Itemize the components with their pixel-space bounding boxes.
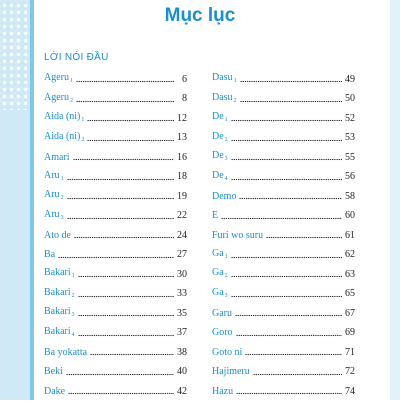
toc-entry-term (44, 131, 84, 146)
toc-entry[interactable] (44, 129, 187, 149)
toc-entry-term (212, 327, 233, 339)
dot-leader (78, 312, 174, 320)
toc-entry-term-text: Garu (212, 307, 232, 319)
toc-entry[interactable] (44, 168, 187, 188)
toc-entry-term-text: Aru (44, 189, 60, 201)
toc-entry-page: 24 (177, 229, 187, 241)
toc-entry-term (44, 189, 64, 204)
dot-leader (90, 351, 174, 359)
toc-entry[interactable] (44, 90, 187, 110)
toc-entry-index: 3 (224, 156, 228, 163)
dot-leader (231, 176, 342, 184)
dot-leader (239, 195, 342, 203)
toc-entry-term-text: Bakari (44, 267, 71, 279)
toc-entry-term-text: Ba (44, 249, 56, 261)
toc-entry-term-text: Bakari (44, 306, 71, 318)
toc-entry-term (44, 386, 65, 398)
dot-leader (266, 234, 342, 242)
toc-entry[interactable] (44, 246, 187, 266)
toc-entry-term (44, 249, 55, 261)
toc-entry[interactable] (44, 187, 187, 207)
toc-entry-term (212, 191, 236, 203)
toc-entry-page: 60 (345, 210, 355, 222)
dot-leader (68, 390, 174, 398)
toc-entry-term-text: De (212, 130, 224, 142)
toc-entry-index: 1 (81, 117, 85, 124)
toc-entry-term-text: Ba yokatta (44, 346, 88, 358)
toc-entry-term-text: E (212, 210, 219, 222)
toc-entry[interactable] (212, 129, 355, 149)
toc-entry-index: 3 (71, 312, 75, 319)
toc-entry-term-text: Aru (44, 208, 60, 220)
toc-entry-term (44, 230, 71, 242)
toc-entry-term (212, 210, 218, 222)
dot-leader (76, 98, 175, 106)
toc-entry[interactable] (44, 363, 187, 383)
toc-entry-term (212, 308, 232, 320)
page-right-edge (390, 0, 400, 400)
toc-entry[interactable] (212, 109, 355, 129)
toc-entry[interactable] (44, 70, 187, 90)
toc-entry[interactable] (212, 70, 355, 90)
dot-leader (87, 117, 174, 125)
dot-leader (78, 332, 174, 340)
preface-heading: LỜI NÓI ĐẦU (44, 52, 109, 63)
dot-leader (58, 254, 174, 262)
toc-entry-index: 3 (224, 292, 228, 299)
toc-entry-index: 2 (224, 136, 228, 143)
dot-leader (78, 273, 174, 281)
toc-entry-index: 4 (71, 331, 75, 338)
dot-leader (74, 234, 174, 242)
toc-entry-page: 53 (345, 132, 355, 144)
toc-entry-page: 69 (345, 327, 355, 339)
toc-entry[interactable] (212, 265, 355, 285)
dot-pattern (0, 0, 30, 110)
toc-entry[interactable] (212, 382, 355, 402)
toc-entry-term-text: Bakari (44, 325, 71, 337)
toc-entry-index: 2 (71, 292, 75, 299)
toc-entry-term-text: Ga (212, 247, 224, 259)
toc-entry[interactable] (44, 324, 187, 344)
dot-leader (231, 273, 342, 281)
toc-entry-term (44, 347, 87, 359)
toc-entry-index: 1 (71, 273, 75, 280)
toc-entry-page: 18 (177, 171, 187, 183)
toc-entry-term-text: De (212, 111, 224, 123)
dot-leader (87, 137, 174, 145)
dot-leader (73, 156, 174, 164)
toc-entry-term-text: Ageru (44, 72, 69, 84)
toc-entry-term-text: Hajimeru (212, 366, 250, 378)
toc-entry-term-text: Goro (212, 327, 233, 339)
toc-entry-page: 16 (177, 151, 187, 163)
toc-entry[interactable] (44, 265, 187, 285)
toc-entry-term-text: Furi wo suru (212, 229, 264, 241)
toc-column-right (212, 70, 355, 402)
toc-entry-page: 61 (345, 229, 355, 241)
toc-entry-term (212, 248, 228, 263)
toc-entry-page: 65 (345, 288, 355, 300)
toc-entry-page: 42 (177, 385, 187, 397)
toc-entry-page: 6 (182, 73, 187, 85)
toc-entry-page: 8 (182, 93, 187, 105)
toc-entry-term (44, 72, 73, 87)
toc-entry-page: 37 (177, 327, 187, 339)
toc-entry-page: 27 (177, 249, 187, 261)
toc-entry-term (212, 170, 228, 185)
toc-entry-page: 56 (345, 171, 355, 183)
toc-entry[interactable] (212, 246, 355, 266)
toc-entry-index: 2 (224, 273, 228, 280)
toc-entry-term (212, 111, 228, 126)
dot-leader (231, 117, 342, 125)
page-spine-stripe (30, 0, 34, 400)
toc-entry-term (44, 287, 75, 302)
dot-leader (231, 156, 342, 164)
dot-leader (240, 98, 342, 106)
toc-entry-page: 55 (345, 151, 355, 163)
toc-entry-term-text: Aida (ni) (44, 111, 81, 123)
dot-leader (231, 293, 342, 301)
toc-entry-term-text: Ageru (44, 91, 69, 103)
toc-entry-term-text: Ga (212, 267, 224, 279)
dot-leader (235, 312, 342, 320)
toc-entry-term (44, 170, 64, 185)
toc-entry-term-text: Demo (212, 190, 237, 202)
toc-entry[interactable] (212, 285, 355, 305)
toc-entry-term-text: Aru (44, 169, 60, 181)
toc-entry-term (44, 152, 70, 164)
toc-entry-term-text: De (212, 150, 224, 162)
toc-entry[interactable] (212, 343, 355, 363)
toc-entry-page: 49 (345, 73, 355, 85)
dot-leader (76, 78, 175, 86)
toc-entry-page: 22 (177, 210, 187, 222)
dot-leader (66, 371, 174, 379)
toc-entry-term (44, 111, 84, 126)
dot-leader (67, 195, 174, 203)
toc-entry-term-text: Aida (ni) (44, 130, 81, 142)
toc-entry-term (212, 72, 237, 87)
toc-column-left (44, 70, 187, 402)
toc-entry-term (44, 92, 73, 107)
dot-leader (231, 137, 342, 145)
toc-entry[interactable] (44, 343, 187, 363)
toc-entry-term (212, 92, 237, 107)
dot-leader (67, 215, 174, 223)
toc-entry[interactable] (212, 148, 355, 168)
toc-entry-page: 30 (177, 268, 187, 280)
dot-leader (221, 215, 342, 223)
toc-entry-index: 1 (233, 78, 237, 85)
toc-entry[interactable] (44, 109, 187, 129)
page-title: Mục lục (164, 5, 236, 26)
toc-entry-page: 19 (177, 190, 187, 202)
toc-entry-term-text: Goto ni (212, 346, 243, 358)
toc-entry-term-text: Amari (44, 151, 70, 163)
toc-entry-term-text: Beki (44, 366, 63, 378)
toc-entry[interactable] (44, 304, 187, 324)
toc-entry[interactable] (212, 363, 355, 383)
toc-entry-term-text: Ato de (44, 229, 71, 241)
toc-entry-term (212, 347, 242, 359)
dot-leader (78, 293, 174, 301)
toc-entry[interactable] (44, 226, 187, 246)
toc-entry-term (212, 366, 250, 378)
toc-entry-page: 12 (177, 112, 187, 124)
dot-leader (245, 351, 342, 359)
toc-entry[interactable] (44, 148, 187, 168)
toc-entry-page: 71 (345, 346, 355, 358)
decorative-side-band (0, 0, 30, 400)
toc-entry-page: 58 (345, 190, 355, 202)
dot-leader (231, 254, 342, 262)
toc-entry-term (44, 306, 75, 321)
toc-entry-page: 67 (345, 307, 355, 319)
toc-entry-term (212, 267, 228, 282)
toc-entry-index: 2 (60, 195, 64, 202)
dot-leader (236, 332, 342, 340)
toc-entry[interactable] (212, 304, 355, 324)
toc-entry-index: 2 (70, 97, 73, 104)
toc-entry-term-text: Bakari (44, 286, 71, 298)
toc-entry[interactable] (212, 187, 355, 207)
toc-entry-index: 2 (81, 136, 85, 143)
toc-entry[interactable] (212, 168, 355, 188)
toc-entry-index: 3 (60, 214, 64, 221)
toc-entry[interactable] (44, 382, 187, 402)
toc-entry[interactable] (212, 90, 355, 110)
toc-entry-term (44, 209, 64, 224)
toc-entry-term-text: De (212, 169, 224, 181)
toc-entry-term (212, 150, 228, 165)
dot-leader (67, 176, 174, 184)
toc-entry[interactable] (212, 207, 355, 227)
toc-entry-term-text: Dake (44, 385, 66, 397)
toc-entry-index: 1 (224, 253, 228, 260)
toc-entry-page: 72 (345, 366, 355, 378)
toc-entry-term-text: Ga (212, 286, 224, 298)
toc-entry-page: 13 (177, 132, 187, 144)
toc-entry-term (44, 366, 63, 378)
toc-entry-page: 50 (345, 93, 355, 105)
toc-entry-page: 40 (177, 366, 187, 378)
toc-entry[interactable] (44, 207, 187, 227)
toc-entry-term-text: Hazu (212, 385, 234, 397)
toc-entry[interactable] (44, 285, 187, 305)
toc-entry-page: 38 (177, 346, 187, 358)
toc-entry-page: 62 (345, 249, 355, 261)
toc-entry-index: 4 (224, 175, 228, 182)
toc-entry-term-text: Dasu (212, 91, 233, 103)
toc-entry-index: 1 (60, 175, 64, 182)
dot-leader (240, 78, 342, 86)
toc-entry-page: 35 (177, 307, 187, 319)
toc-entry-term (44, 326, 75, 341)
toc-entry-index: 1 (70, 78, 73, 85)
toc-entry-page: 33 (177, 288, 187, 300)
dot-leader (236, 390, 342, 398)
toc-entry-index: 2 (233, 97, 237, 104)
toc-entry-term (212, 386, 233, 398)
toc-entry-page: 63 (345, 268, 355, 280)
toc-entry-term (212, 131, 228, 146)
toc-entry-term-text: Dasu (212, 72, 233, 84)
toc-entry-page: 74 (345, 385, 355, 397)
toc-entry-term (44, 267, 75, 282)
dot-leader (253, 371, 342, 379)
toc-entry-page: 52 (345, 112, 355, 124)
toc-entry-term (212, 230, 263, 242)
toc-entry-index: 1 (224, 117, 228, 124)
toc-entry[interactable] (212, 226, 355, 246)
toc-entry-term (212, 287, 228, 302)
toc-entry[interactable] (212, 324, 355, 344)
